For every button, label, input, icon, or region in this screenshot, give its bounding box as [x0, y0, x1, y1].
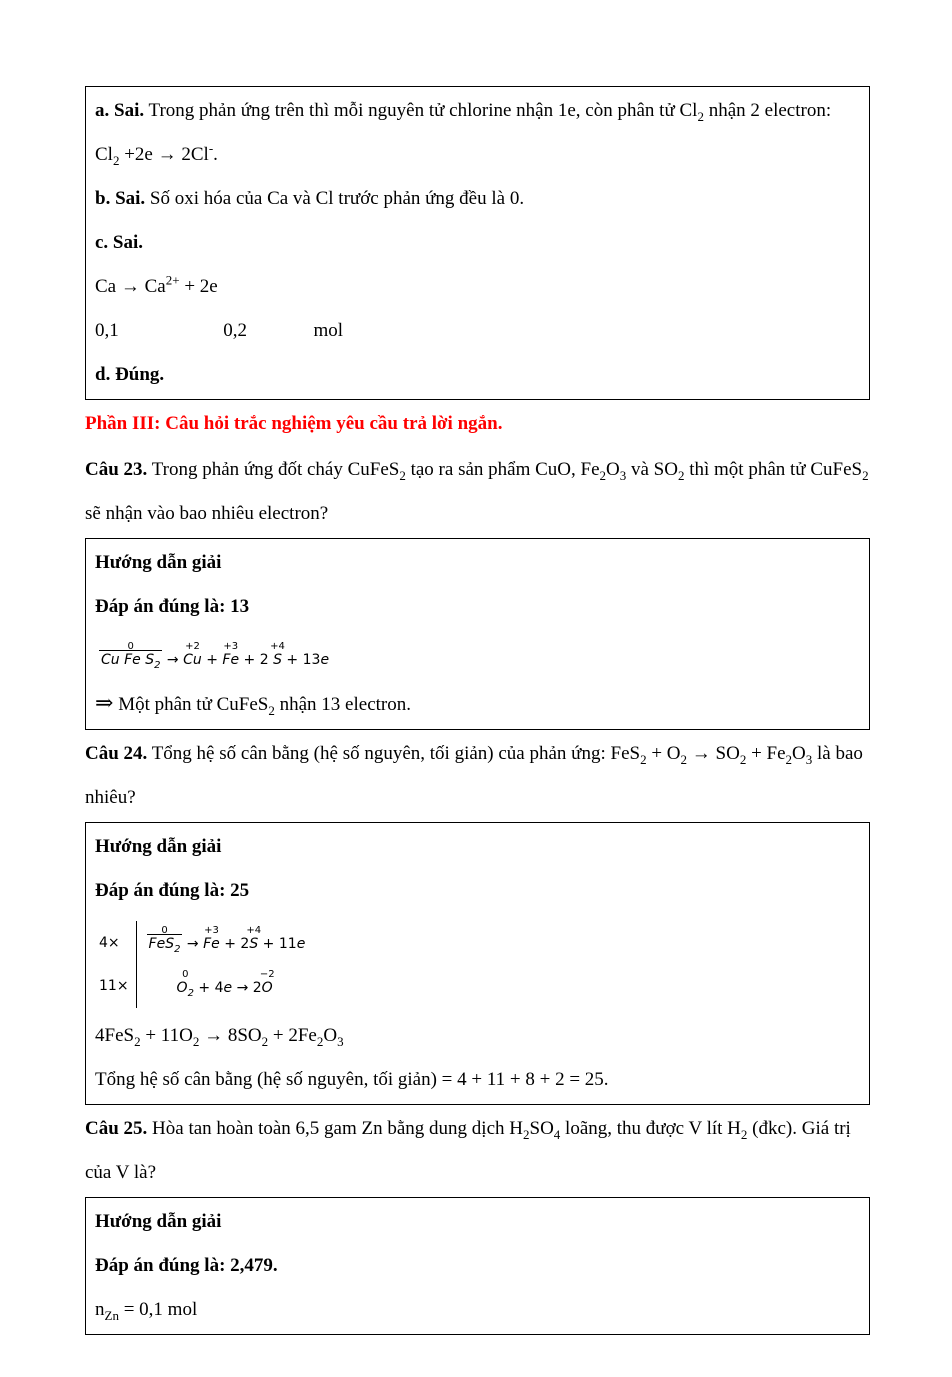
- equation-multipliers: [99, 921, 136, 1009]
- correct-answer-label: Đáp án đúng là: 2,479.: [95, 1255, 278, 1277]
- coefficient-sum-line: Tổng hệ số cân bằng (hệ số nguyên, tối giản) = 4 + 11 + 8 + 2 = 25.: [95, 1069, 609, 1091]
- question-23: Câu 23. Trong phản ứng đốt cháy CuFeS$_2$ tạo ra sản phẩm CuO, $Fe_2O_3$ và $SO_2$ thì một phân tử CuFeS$_2$ sẽ nhận vào bao nhiêu electron?: [85, 459, 874, 524]
- answer-line-a: a. Sai. Trong phản ứng trên thì mỗi nguyên tử chlorine nhận 1e, còn phân tử $Cl_2$ nhận 2 electron: $Cl_2 +2e \to 2Cl^-$.: [95, 100, 836, 168]
- half-equations: [136, 921, 306, 1009]
- balance-equation-system: [99, 921, 860, 1009]
- solution-box-24: [85, 822, 870, 1106]
- section-heading: Phần III: Câu hỏi trắc nghiệm yêu cầu trả lời ngắn.: [85, 413, 503, 434]
- ca-equation-line: $Ca \to Ca^{2+} + 2e$: [95, 272, 218, 297]
- multiplier-11x: 11×: [99, 978, 129, 995]
- correct-answer-label: Đáp án đúng là: 13: [95, 596, 250, 617]
- solution-box-23: [85, 538, 870, 730]
- answer-line-d: d. Đúng.: [95, 364, 165, 385]
- solution-box-25: [85, 1197, 870, 1335]
- solution-title: Hướng dẫn giải: [95, 1211, 222, 1233]
- correct-answer-label: Đáp án đúng là: 25: [95, 879, 250, 901]
- balanced-equation-line: $4FeS_2 + 11O_2 \to 8SO_2 + 2Fe_2O_3$: [95, 1025, 344, 1050]
- reduction-half-equation-o2: 0 $O_2 + 4e \to 2$ −2 O: [176, 968, 275, 999]
- answer-line-c: c. Sai.: [95, 232, 144, 253]
- answer-box-abcd: [85, 86, 870, 400]
- oxidation-half-equation-fes2: 0 FeS$_2$ → +3 Fe + 2 +4 S + 11e: [148, 924, 306, 955]
- solution-title: Hướng dẫn giải: [95, 552, 222, 573]
- answer-line-b: b. Sai. Số oxi hóa của Ca và Cl trước phản ứng đều là 0.: [95, 188, 525, 209]
- question-25: Câu 25. Hòa tan hoàn toàn 6,5 gam Zn bằng dung dịch $H_2SO_4$ loãng, thu được V lít $H_2$ (đkc). Giá trị của V là?: [85, 1118, 856, 1184]
- multiplier-4x: 4×: [99, 934, 120, 951]
- mole-zn-line: $n_{Zn} = 0,1$ mol: [95, 1299, 198, 1324]
- solution-title: Hướng dẫn giải: [95, 835, 222, 857]
- oxidation-equation-cufes2: 0 Cu Fe $S_2$ → +2 Cu + +3 Fe + 2 +4 S + 13e: [101, 641, 330, 671]
- mol-values-line: 0,1 0,2 mol: [95, 320, 344, 341]
- conclusion-line: ⇒ Một phân tử CuFeS$_2$ nhận 13 electron.: [95, 689, 411, 718]
- question-24: Câu 24. Tổng hệ số cân bằng (hệ số nguyên, tối giản) của phản ứng: $FeS_2 + O_2 \to SO_2 + Fe_2O_3$ là bao nhiêu?: [85, 742, 868, 808]
